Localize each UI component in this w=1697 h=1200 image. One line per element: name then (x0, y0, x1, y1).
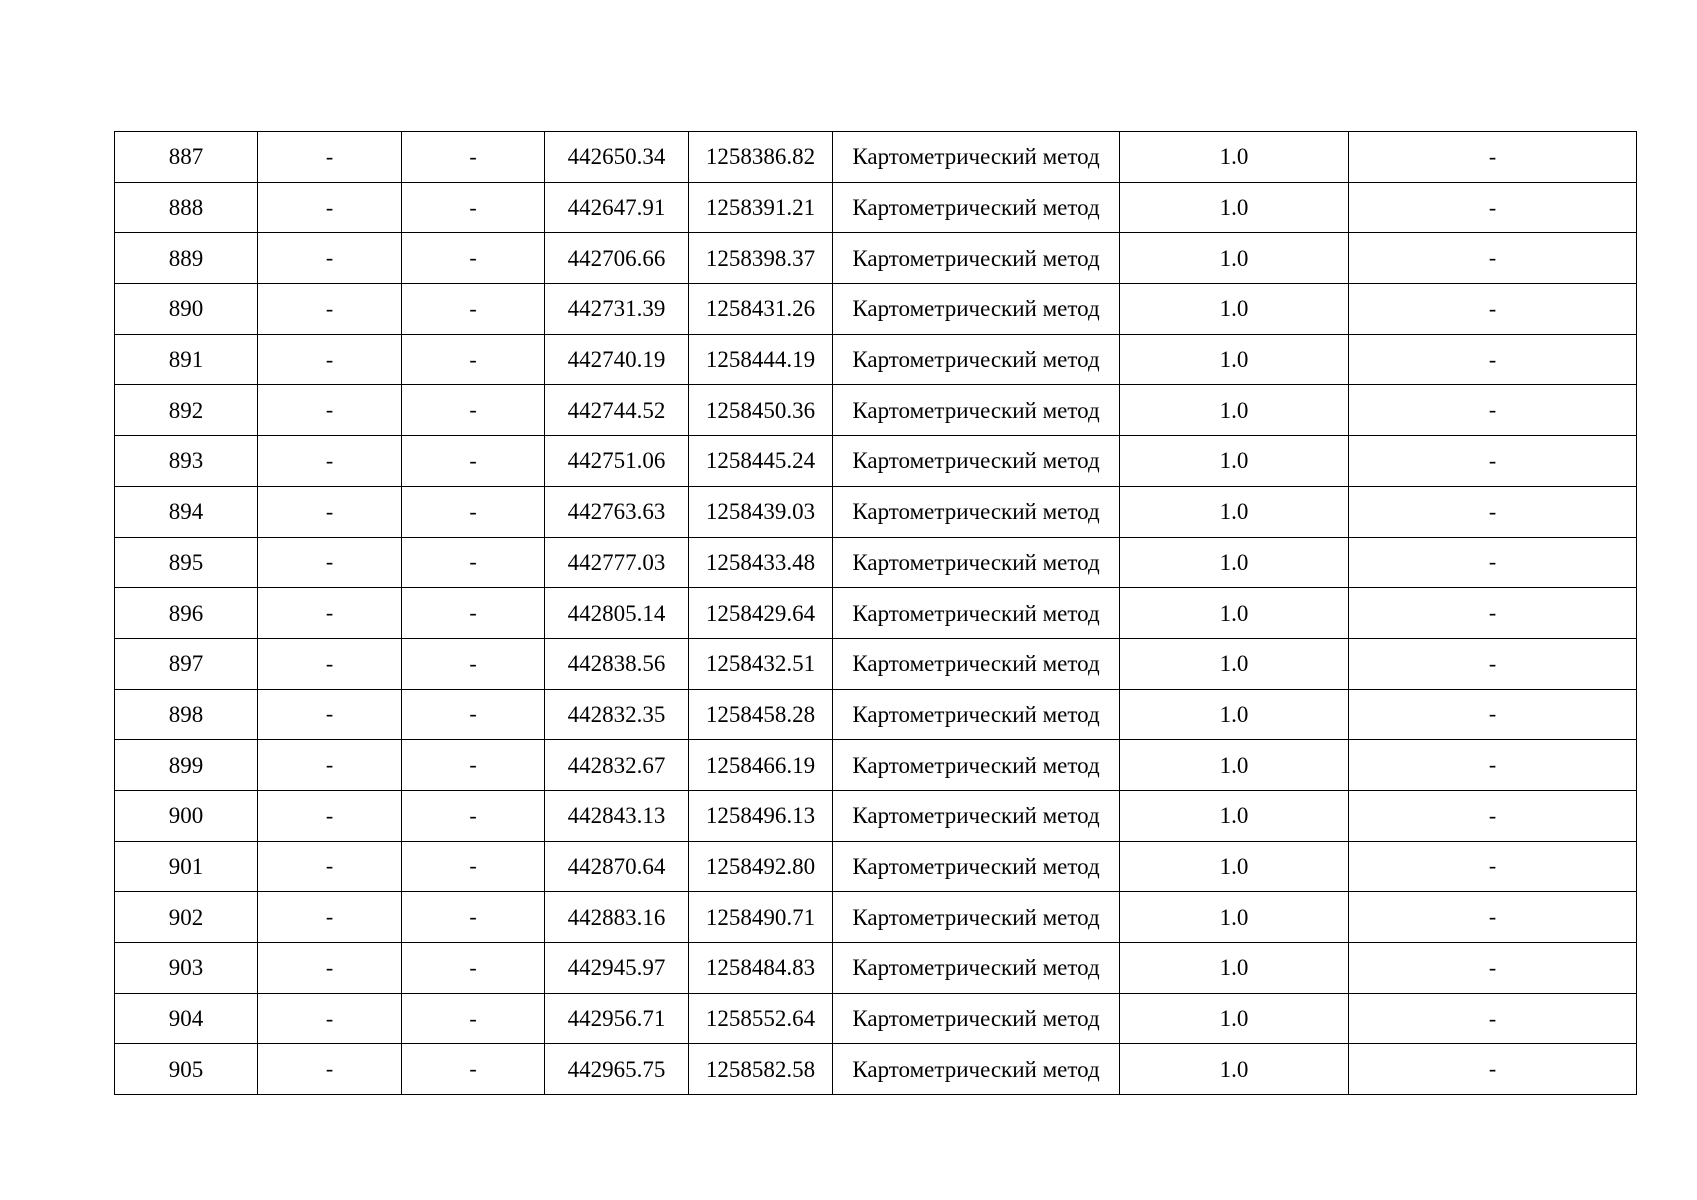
point-number-cell: 895 (115, 537, 258, 588)
method-cell: Картометрический метод (833, 588, 1120, 639)
point-number-cell: 889 (115, 233, 258, 284)
accuracy-cell: 1.0 (1120, 892, 1349, 943)
empty-value-cell: - (258, 537, 402, 588)
x-coordinate-cell: 442956.71 (545, 993, 689, 1044)
table-row (115, 588, 1637, 639)
x-coordinate-cell: 442731.39 (545, 284, 689, 335)
x-coordinate-cell: 442744.52 (545, 385, 689, 436)
table-row (115, 740, 1637, 791)
point-number-cell: 898 (115, 689, 258, 740)
empty-value-cell: - (402, 436, 545, 487)
y-coordinate-cell: 1258444.19 (689, 334, 833, 385)
table-row (115, 790, 1637, 841)
method-cell: Картометрический метод (833, 740, 1120, 791)
x-coordinate-cell: 442832.67 (545, 740, 689, 791)
note-cell: - (1349, 943, 1637, 994)
empty-value-cell: - (402, 284, 545, 335)
method-cell: Картометрический метод (833, 385, 1120, 436)
note-cell: - (1349, 588, 1637, 639)
note-cell: - (1349, 790, 1637, 841)
empty-value-cell: - (402, 385, 545, 436)
note-cell: - (1349, 233, 1637, 284)
empty-value-cell: - (258, 1044, 402, 1095)
table-row (115, 1044, 1637, 1095)
method-cell: Картометрический метод (833, 790, 1120, 841)
empty-value-cell: - (402, 689, 545, 740)
note-cell: - (1349, 1044, 1637, 1095)
point-number-cell: 890 (115, 284, 258, 335)
method-cell: Картометрический метод (833, 284, 1120, 335)
point-number-cell: 903 (115, 943, 258, 994)
note-cell: - (1349, 740, 1637, 791)
empty-value-cell: - (258, 436, 402, 487)
x-coordinate-cell: 442650.34 (545, 132, 689, 183)
table-row (115, 943, 1637, 994)
empty-value-cell: - (258, 233, 402, 284)
x-coordinate-cell: 442706.66 (545, 233, 689, 284)
table-row (115, 182, 1637, 233)
point-number-cell: 893 (115, 436, 258, 487)
empty-value-cell: - (402, 132, 545, 183)
method-cell: Картометрический метод (833, 182, 1120, 233)
accuracy-cell: 1.0 (1120, 233, 1349, 284)
empty-value-cell: - (402, 233, 545, 284)
accuracy-cell: 1.0 (1120, 993, 1349, 1044)
empty-value-cell: - (258, 486, 402, 537)
empty-value-cell: - (258, 841, 402, 892)
empty-value-cell: - (402, 334, 545, 385)
method-cell: Картометрический метод (833, 334, 1120, 385)
empty-value-cell: - (402, 892, 545, 943)
empty-value-cell: - (402, 1044, 545, 1095)
empty-value-cell: - (402, 993, 545, 1044)
point-number-cell: 896 (115, 588, 258, 639)
point-number-cell: 905 (115, 1044, 258, 1095)
point-number-cell: 887 (115, 132, 258, 183)
x-coordinate-cell: 442870.64 (545, 841, 689, 892)
y-coordinate-cell: 1258439.03 (689, 486, 833, 537)
empty-value-cell: - (402, 638, 545, 689)
x-coordinate-cell: 442883.16 (545, 892, 689, 943)
table-row (115, 132, 1637, 183)
y-coordinate-cell: 1258466.19 (689, 740, 833, 791)
empty-value-cell: - (258, 892, 402, 943)
accuracy-cell: 1.0 (1120, 436, 1349, 487)
note-cell: - (1349, 486, 1637, 537)
point-number-cell: 902 (115, 892, 258, 943)
empty-value-cell: - (258, 588, 402, 639)
point-number-cell: 894 (115, 486, 258, 537)
method-cell: Картометрический метод (833, 233, 1120, 284)
accuracy-cell: 1.0 (1120, 689, 1349, 740)
empty-value-cell: - (402, 841, 545, 892)
table-row (115, 486, 1637, 537)
coordinates-table (114, 131, 1637, 1095)
empty-value-cell: - (258, 182, 402, 233)
x-coordinate-cell: 442751.06 (545, 436, 689, 487)
method-cell: Картометрический метод (833, 638, 1120, 689)
y-coordinate-cell: 1258431.26 (689, 284, 833, 335)
empty-value-cell: - (258, 638, 402, 689)
accuracy-cell: 1.0 (1120, 841, 1349, 892)
empty-value-cell: - (402, 943, 545, 994)
empty-value-cell: - (258, 284, 402, 335)
empty-value-cell: - (258, 132, 402, 183)
method-cell: Картометрический метод (833, 689, 1120, 740)
point-number-cell: 900 (115, 790, 258, 841)
note-cell: - (1349, 638, 1637, 689)
y-coordinate-cell: 1258484.83 (689, 943, 833, 994)
method-cell: Картометрический метод (833, 841, 1120, 892)
method-cell: Картометрический метод (833, 943, 1120, 994)
accuracy-cell: 1.0 (1120, 1044, 1349, 1095)
empty-value-cell: - (402, 588, 545, 639)
table-row (115, 841, 1637, 892)
x-coordinate-cell: 442832.35 (545, 689, 689, 740)
accuracy-cell: 1.0 (1120, 943, 1349, 994)
note-cell: - (1349, 537, 1637, 588)
table-row (115, 334, 1637, 385)
accuracy-cell: 1.0 (1120, 385, 1349, 436)
y-coordinate-cell: 1258433.48 (689, 537, 833, 588)
x-coordinate-cell: 442805.14 (545, 588, 689, 639)
empty-value-cell: - (258, 385, 402, 436)
y-coordinate-cell: 1258432.51 (689, 638, 833, 689)
y-coordinate-cell: 1258582.58 (689, 1044, 833, 1095)
y-coordinate-cell: 1258492.80 (689, 841, 833, 892)
y-coordinate-cell: 1258552.64 (689, 993, 833, 1044)
y-coordinate-cell: 1258458.28 (689, 689, 833, 740)
x-coordinate-cell: 442965.75 (545, 1044, 689, 1095)
y-coordinate-cell: 1258490.71 (689, 892, 833, 943)
point-number-cell: 891 (115, 334, 258, 385)
x-coordinate-cell: 442945.97 (545, 943, 689, 994)
point-number-cell: 901 (115, 841, 258, 892)
x-coordinate-cell: 442777.03 (545, 537, 689, 588)
table-row (115, 537, 1637, 588)
point-number-cell: 888 (115, 182, 258, 233)
accuracy-cell: 1.0 (1120, 790, 1349, 841)
table-row (115, 436, 1637, 487)
x-coordinate-cell: 442838.56 (545, 638, 689, 689)
accuracy-cell: 1.0 (1120, 588, 1349, 639)
y-coordinate-cell: 1258450.36 (689, 385, 833, 436)
accuracy-cell: 1.0 (1120, 638, 1349, 689)
note-cell: - (1349, 284, 1637, 335)
accuracy-cell: 1.0 (1120, 740, 1349, 791)
note-cell: - (1349, 436, 1637, 487)
y-coordinate-cell: 1258398.37 (689, 233, 833, 284)
empty-value-cell: - (402, 740, 545, 791)
accuracy-cell: 1.0 (1120, 486, 1349, 537)
method-cell: Картометрический метод (833, 486, 1120, 537)
table-row (115, 385, 1637, 436)
note-cell: - (1349, 689, 1637, 740)
accuracy-cell: 1.0 (1120, 132, 1349, 183)
note-cell: - (1349, 892, 1637, 943)
table-row (115, 284, 1637, 335)
method-cell: Картометрический метод (833, 132, 1120, 183)
note-cell: - (1349, 182, 1637, 233)
y-coordinate-cell: 1258386.82 (689, 132, 833, 183)
y-coordinate-cell: 1258445.24 (689, 436, 833, 487)
x-coordinate-cell: 442763.63 (545, 486, 689, 537)
table-row (115, 233, 1637, 284)
x-coordinate-cell: 442843.13 (545, 790, 689, 841)
y-coordinate-cell: 1258429.64 (689, 588, 833, 639)
empty-value-cell: - (258, 689, 402, 740)
note-cell: - (1349, 993, 1637, 1044)
point-number-cell: 904 (115, 993, 258, 1044)
accuracy-cell: 1.0 (1120, 284, 1349, 335)
note-cell: - (1349, 132, 1637, 183)
table-row (115, 892, 1637, 943)
method-cell: Картометрический метод (833, 892, 1120, 943)
method-cell: Картометрический метод (833, 436, 1120, 487)
empty-value-cell: - (258, 740, 402, 791)
x-coordinate-cell: 442647.91 (545, 182, 689, 233)
table-row (115, 638, 1637, 689)
point-number-cell: 892 (115, 385, 258, 436)
note-cell: - (1349, 841, 1637, 892)
accuracy-cell: 1.0 (1120, 182, 1349, 233)
empty-value-cell: - (258, 334, 402, 385)
y-coordinate-cell: 1258496.13 (689, 790, 833, 841)
method-cell: Картометрический метод (833, 1044, 1120, 1095)
empty-value-cell: - (402, 537, 545, 588)
note-cell: - (1349, 385, 1637, 436)
point-number-cell: 899 (115, 740, 258, 791)
method-cell: Картометрический метод (833, 993, 1120, 1044)
method-cell: Картометрический метод (833, 537, 1120, 588)
empty-value-cell: - (402, 486, 545, 537)
empty-value-cell: - (258, 943, 402, 994)
x-coordinate-cell: 442740.19 (545, 334, 689, 385)
point-number-cell: 897 (115, 638, 258, 689)
note-cell: - (1349, 334, 1637, 385)
accuracy-cell: 1.0 (1120, 537, 1349, 588)
accuracy-cell: 1.0 (1120, 334, 1349, 385)
coordinates-table-body (115, 132, 1637, 1095)
table-row (115, 689, 1637, 740)
empty-value-cell: - (402, 790, 545, 841)
table-row (115, 993, 1637, 1044)
empty-value-cell: - (258, 993, 402, 1044)
empty-value-cell: - (402, 182, 545, 233)
y-coordinate-cell: 1258391.21 (689, 182, 833, 233)
empty-value-cell: - (258, 790, 402, 841)
